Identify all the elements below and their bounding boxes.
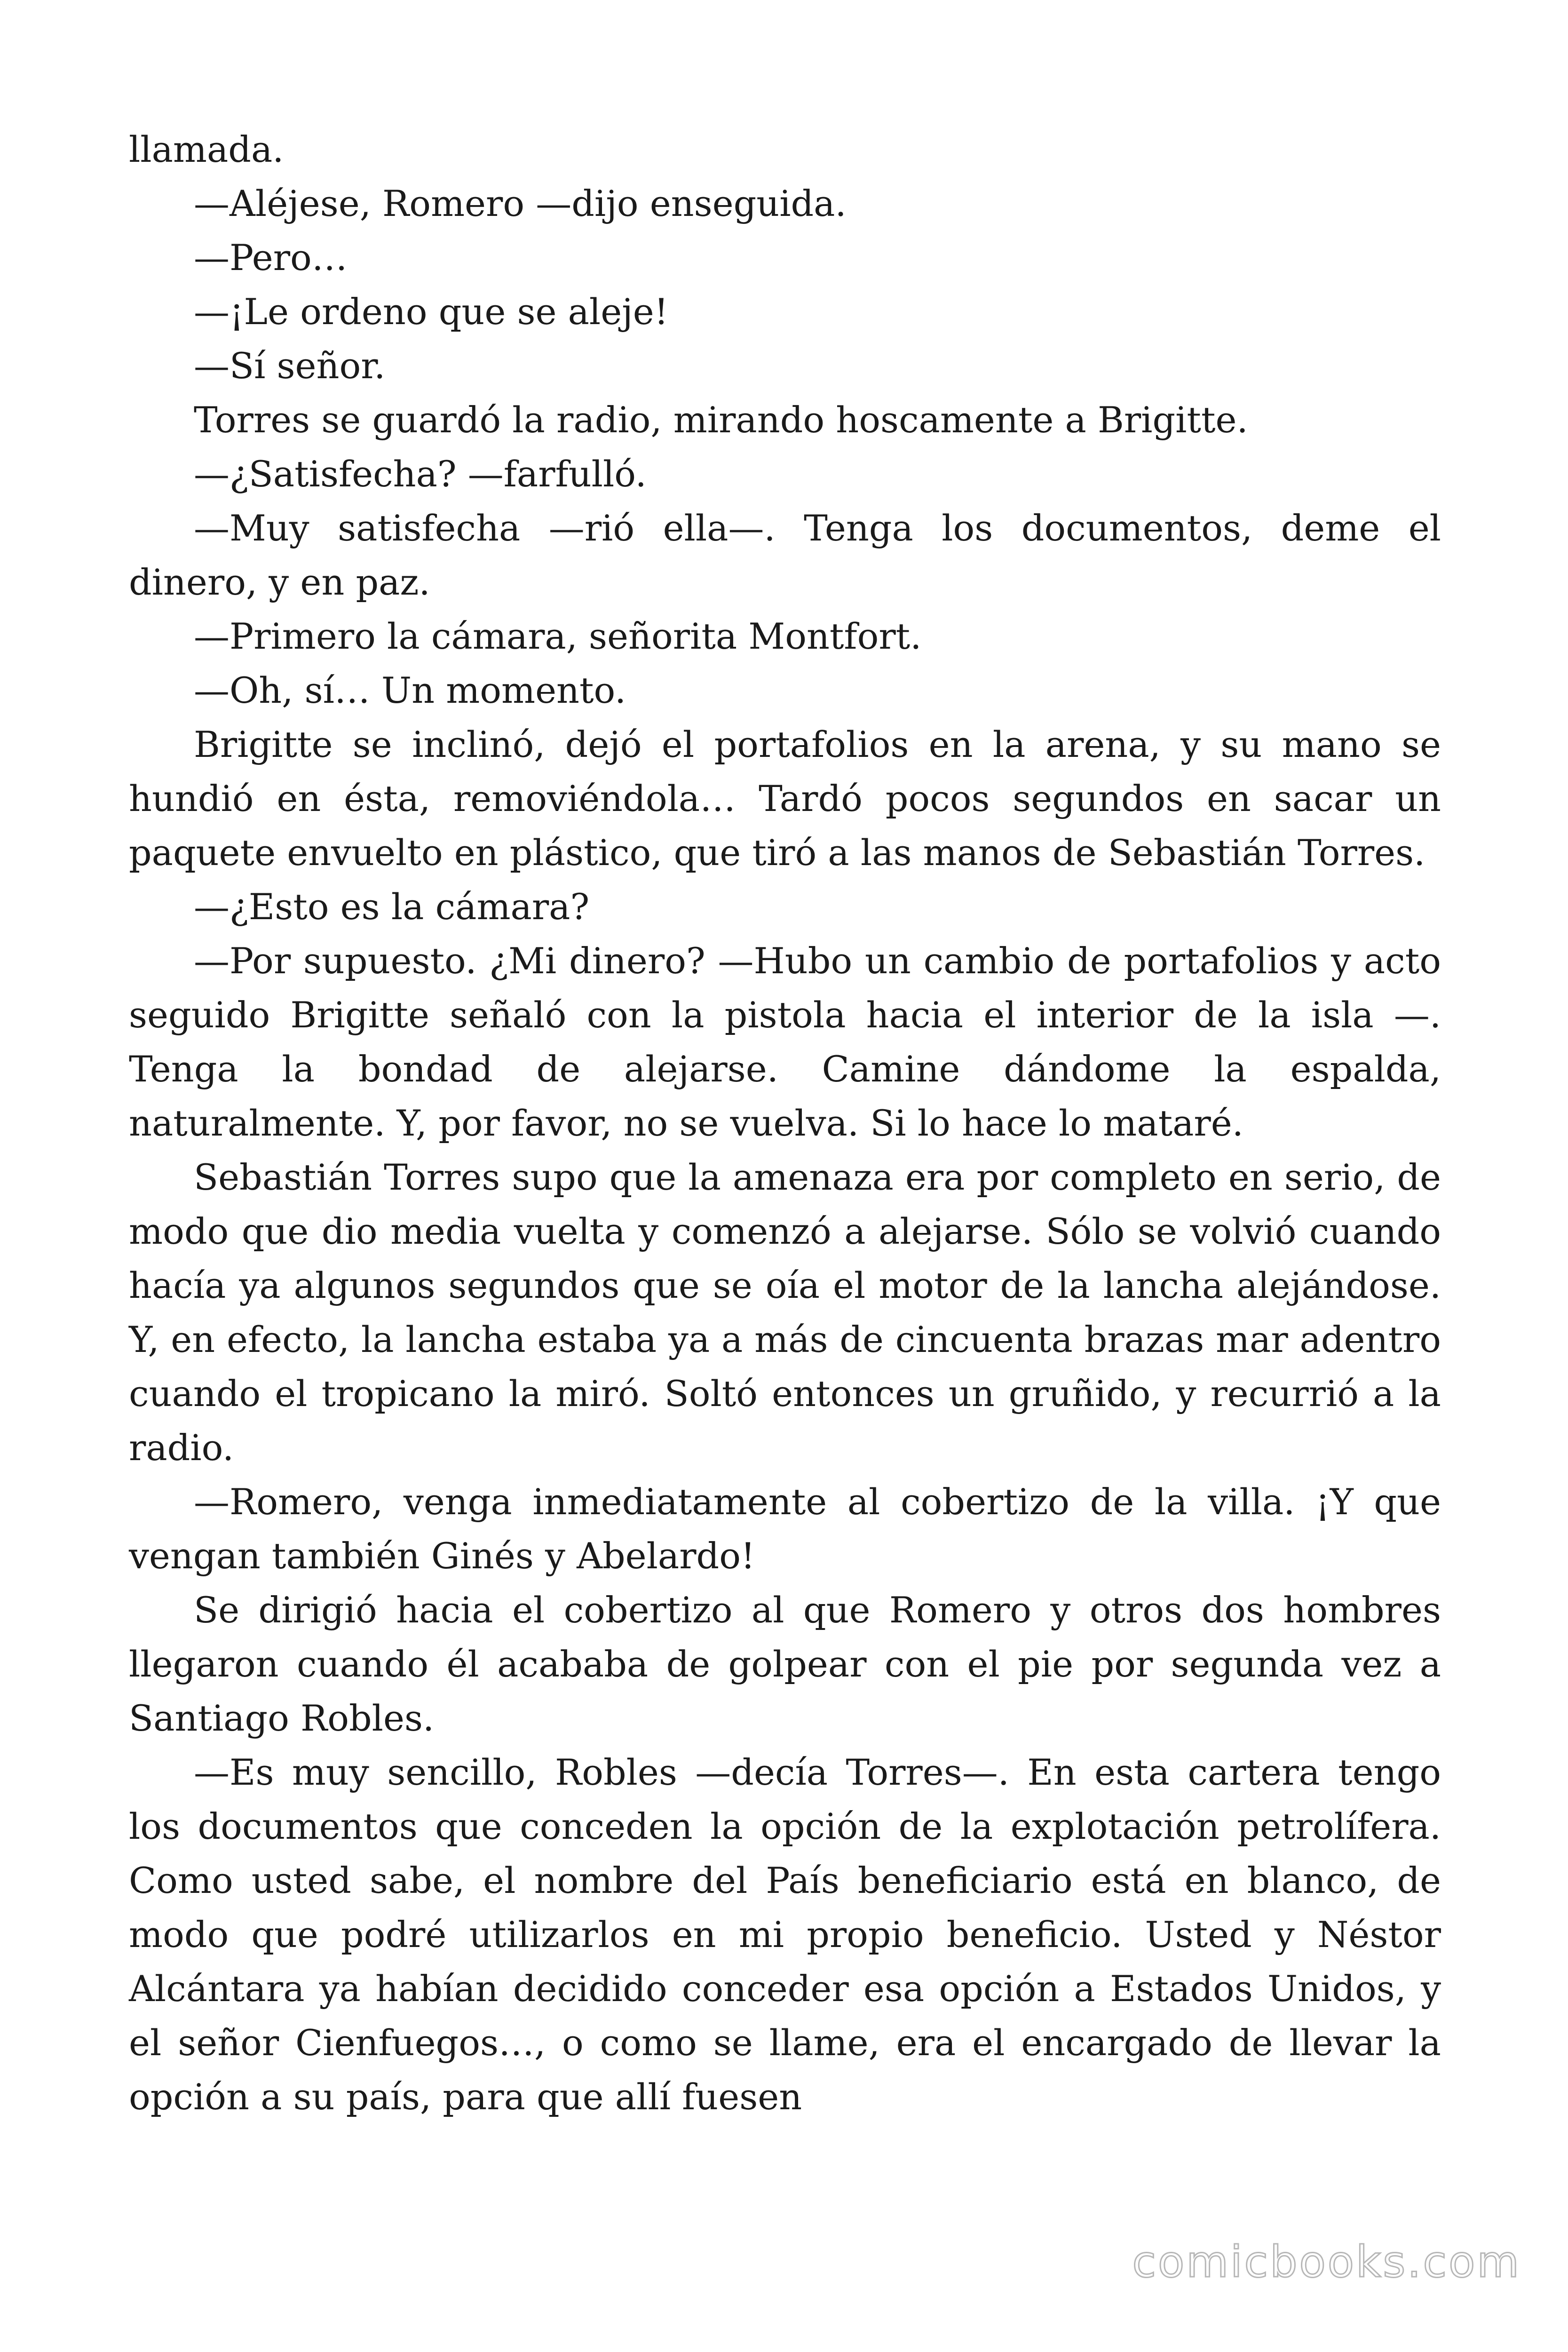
paragraph-3: —Pero… [194,237,348,278]
paragraph-12: —¿Esto es la cámara? [194,886,590,928]
paragraph-9: —Primero la cámara, señorita Montfort. [194,615,922,657]
paragraph-8: —Muy satisfecha —rió ella—. Tenga los documentos, deme el dinero, y en paz. [129,507,1441,603]
paragraph-13: —Por supuesto. ¿Mi dinero? —Hubo un cambio de portafolios y acto seguido Brigitte señaló con la pistola hacia el interior de la isla —. Tenga la bondad de alejarse. Camine dándome la espalda, naturalmente. Y, por favor, no se vuelva. Si lo hace lo mataré. [129,940,1441,1144]
paragraph-6: Torres se guardó la radio, mirando hoscamente a Brigitte. [194,399,1248,441]
paragraph-10: —Oh, sí… Un momento. [194,669,626,711]
paragraph-2: —Aléjese, Romero —dijo enseguida. [194,183,847,224]
paragraph-7: —¿Satisfecha? —farfulló. [194,453,647,495]
paragraph-16: Se dirigió hacia el cobertizo al que Romero y otros dos hombres llegaron cuando él acababa de golpear con el pie por segunda vez a Santiago Robles. [129,1589,1441,1739]
book-page-text [129,122,1441,2124]
paragraph-17: —Es muy sencillo, Robles —decía Torres—. En esta cartera tengo los documentos que conceden la opción de la explotación petrolífera. Como usted sabe, el nombre del País beneficiario está en blanco, de modo que podré utilizarlos en mi propio beneficio. Usted y Néstor Alcántara ya habían decidido conceder esa opción a Estados Unidos, y el señor Cienfuegos…, o como se llame, era el encargado de llevar la opción a su país, para que allí fuesen [129,1751,1441,2118]
paragraph-5: —Sí señor. [194,345,386,387]
watermark-logo: comicbooks.com [1132,2237,1521,2287]
paragraph-15: —Romero, venga inmediatamente al cobertizo de la villa. ¡Y que vengan también Ginés y Abelardo! [129,1481,1441,1577]
paragraph-1: llamada. [129,128,284,170]
paragraph-14: Sebastián Torres supo que la amenaza era por completo en serio, de modo que dio media vuelta y comenzó a alejarse. Sólo se volvió cuando hacía ya algunos segundos que se oía el motor de la lancha alejándose. Y, en efecto, la lancha estaba ya a más de cincuenta brazas mar adentro cuando el tropicano la miró. Soltó entonces un gruñido, y recurrió a la radio. [129,1156,1441,1469]
paragraph-4: —¡Le ordeno que se aleje! [194,291,669,333]
paragraph-11: Brigitte se inclinó, dejó el portafolios en la arena, y su mano se hundió en ésta, removiéndola… Tardó pocos segundos en sacar un paquete envuelto en plástico, que tiró a las manos de Sebastián Torres. [129,723,1441,874]
